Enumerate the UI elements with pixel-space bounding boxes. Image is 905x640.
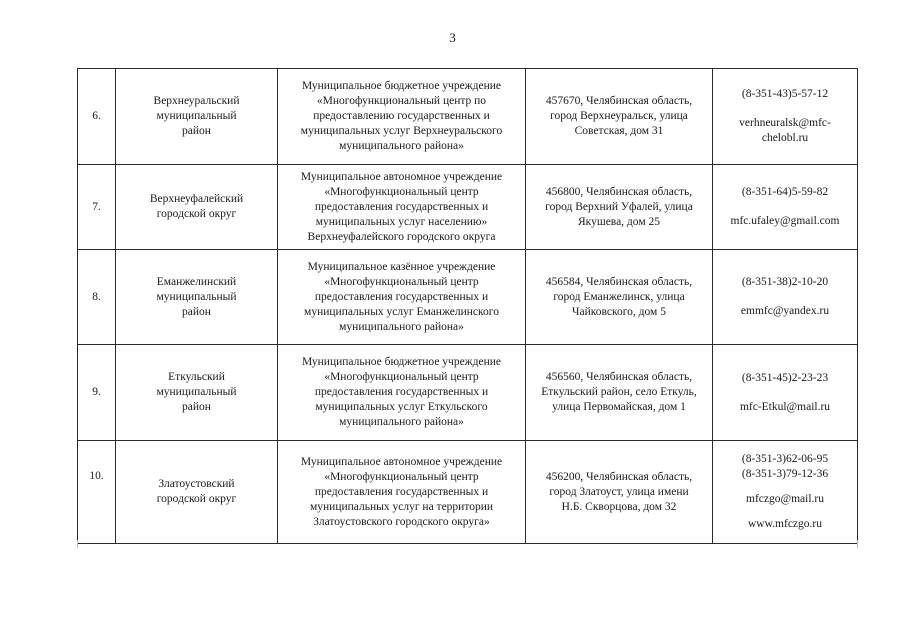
phone: (8-351-43)5-57-12 bbox=[741, 88, 829, 100]
district-name: Верхнеуральский муниципальный район bbox=[153, 95, 240, 137]
page-number: 3 bbox=[449, 30, 456, 45]
phone: (8-351-64)5-59-82 bbox=[741, 186, 829, 198]
table-row bbox=[78, 345, 858, 441]
address: 456200, Челябинская область, город Златоуст, улица имени Н.Б. Скворцова, дом 32 bbox=[545, 470, 693, 513]
address-cell bbox=[526, 345, 713, 441]
district-cell bbox=[116, 345, 278, 441]
institution-cell bbox=[278, 441, 526, 544]
phone: (8-351-45)2-23-23 bbox=[741, 371, 829, 384]
district-cell bbox=[116, 69, 278, 165]
row-number-cell bbox=[78, 165, 116, 250]
email: emmfc@yandex.ru bbox=[740, 305, 830, 317]
phone: (8-351-3)62-06-95 (8-351-3)79-12-36 bbox=[741, 453, 829, 480]
mfc-registry-table bbox=[77, 68, 858, 544]
district-cell bbox=[116, 250, 278, 345]
email: mfczgo@mail.ru bbox=[746, 493, 824, 505]
address-cell bbox=[526, 441, 713, 544]
district-name: Златоустовский городской округ bbox=[156, 478, 237, 505]
institution-cell bbox=[278, 165, 526, 250]
institution-name: Муниципальное казённое учреждение «Многофункциональный центр предоставления государственных и муниципальных услуг Еманжелинского муниципального района» bbox=[304, 260, 499, 333]
institution-name: Муниципальное бюджетное учреждение «Многофункциональный центр по предоставлению государственных и муниципальных услуг Верхнеуральского муниципального района» bbox=[300, 80, 503, 152]
address-cell bbox=[526, 165, 713, 250]
email: mfc-Etkul@mail.ru bbox=[739, 400, 831, 413]
institution-cell bbox=[278, 250, 526, 345]
contacts-cell bbox=[713, 250, 858, 345]
contacts-cell bbox=[713, 165, 858, 250]
row-number: 8. bbox=[92, 290, 101, 303]
institution-name: Муниципальное бюджетное учреждение «Многофункциональный центр предоставления государственных и муниципальных услуг Еткульского муниципального района» bbox=[301, 356, 502, 428]
website: www.mfczgo.ru bbox=[748, 518, 822, 530]
institution-cell bbox=[278, 69, 526, 165]
row-number-cell bbox=[78, 250, 116, 345]
phone: (8-351-38)2-10-20 bbox=[741, 276, 829, 288]
institution-name: Муниципальное автономное учреждение «Многофункциональный центр предоставления государственных и муниципальных услуг на территории Златоустовского городского округа» bbox=[300, 455, 503, 528]
contacts-cell bbox=[713, 441, 858, 544]
district-name: Верхнеуфалейский городской округ bbox=[149, 193, 244, 220]
email: mfc.ufaley@gmail.com bbox=[730, 215, 840, 227]
row-number-cell bbox=[78, 441, 116, 544]
table-row bbox=[78, 165, 858, 250]
district-cell bbox=[116, 165, 278, 250]
email: verhneuralsk@mfc- chelobl.ru bbox=[739, 117, 831, 144]
row-number: 7. bbox=[92, 200, 101, 213]
district-name: Еткульский муниципальный район bbox=[156, 371, 237, 413]
address: 456800, Челябинская область, город Верхний Уфалей, улица Якушева, дом 25 bbox=[545, 185, 693, 228]
table-row bbox=[78, 69, 858, 165]
row-number-cell bbox=[78, 69, 116, 165]
scan-edge-mark bbox=[77, 540, 78, 548]
contacts-cell bbox=[713, 69, 858, 165]
row-number: 6. bbox=[92, 110, 101, 122]
address: 456560, Челябинская область, Еткульский район, село Еткуль, улица Первомайская, дом 1 bbox=[541, 371, 697, 413]
institution-cell bbox=[278, 345, 526, 441]
row-number-cell bbox=[78, 345, 116, 441]
table-row bbox=[78, 250, 858, 345]
district-name: Еманжелинский муниципальный район bbox=[156, 275, 237, 318]
address: 456584, Челябинская область, город Еманжелинск, улица Чайковского, дом 5 bbox=[545, 275, 693, 318]
institution-name: Муниципальное автономное учреждение «Многофункциональный центр предоставления государственных и муниципальных услуг населению» Верхнеуфалейского городского округа bbox=[300, 170, 503, 243]
district-cell bbox=[116, 441, 278, 544]
address-cell bbox=[526, 250, 713, 345]
row-number: 9. bbox=[92, 386, 101, 398]
address: 457670, Челябинская область, город Верхнеуральск, улица Советская, дом 31 bbox=[545, 95, 693, 137]
scan-edge-mark bbox=[857, 540, 858, 548]
row-number: 10. bbox=[89, 470, 104, 482]
address-cell bbox=[526, 69, 713, 165]
contacts-cell bbox=[713, 345, 858, 441]
table-row bbox=[78, 441, 858, 544]
